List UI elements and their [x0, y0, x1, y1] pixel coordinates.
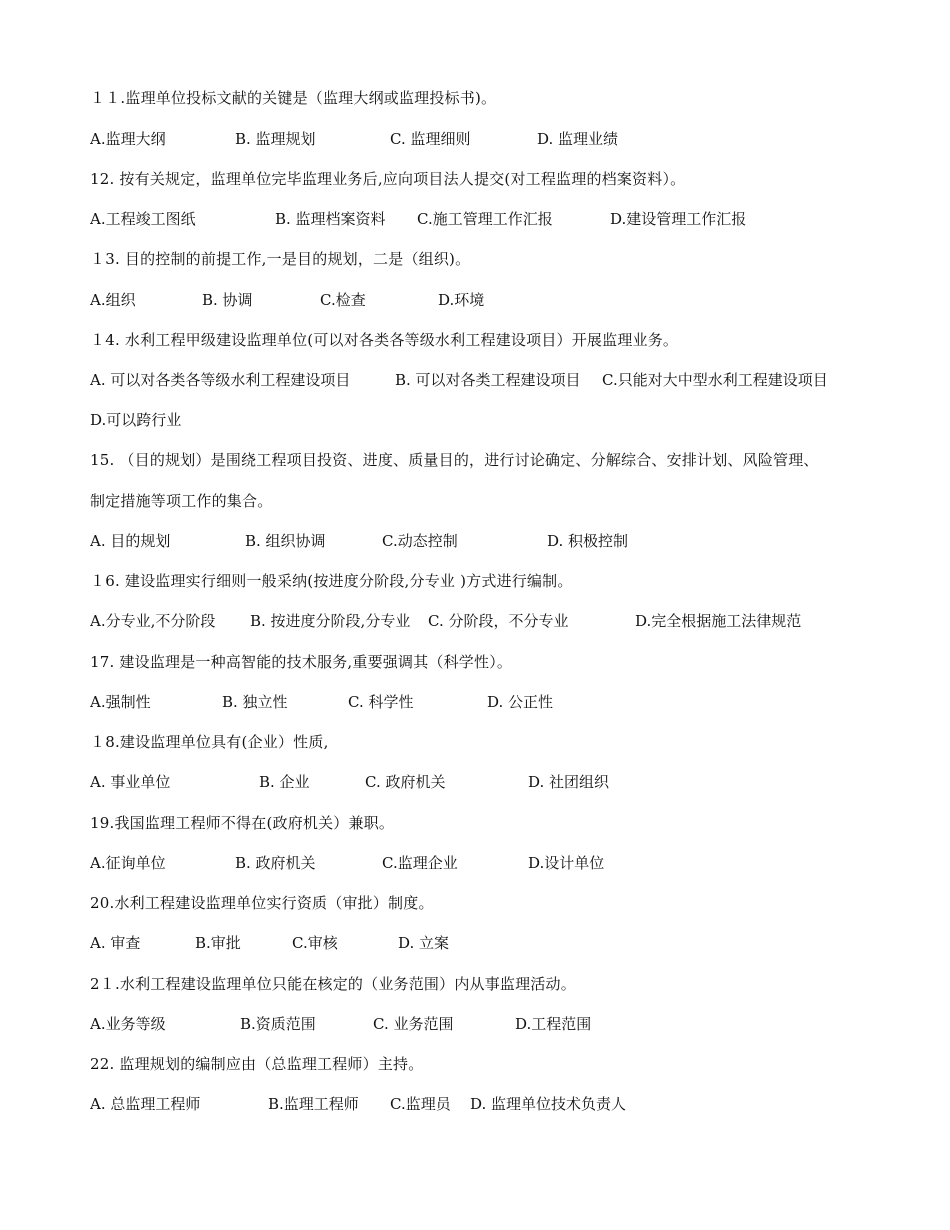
option-a: A.业务等级	[90, 1015, 166, 1033]
option-a: A. 可以对各类各等级水利工程建设项目	[90, 371, 351, 389]
question-22-stem: 22. 监理规划的编制应由（总监理工程师）主持。	[90, 1055, 424, 1073]
option-b: B. 独立性	[222, 693, 288, 711]
option-b: B. 政府机关	[235, 854, 316, 872]
question-11-options	[90, 127, 890, 151]
option-d: D. 监理单位技术负责人	[470, 1095, 627, 1113]
option-a: A.工程竣工图纸	[90, 210, 196, 228]
question-12-options	[90, 207, 890, 231]
question-21-stem: 2１.水利工程建设监理单位只能在核定的（业务范围）内从事监理活动。	[90, 975, 576, 993]
option-c: C.审核	[292, 934, 338, 952]
option-a: A. 事业单位	[90, 773, 171, 791]
option-b: B.资质范围	[240, 1015, 316, 1033]
question-11-stem: １１.监理单位投标文献的关键是（监理大纲或监理投标书)。	[90, 89, 497, 107]
option-a: A. 审查	[90, 934, 141, 952]
option-c: C.检查	[320, 291, 366, 309]
question-14-options-cont	[90, 408, 890, 432]
question-15-options	[90, 529, 890, 553]
option-b: B.审批	[195, 934, 241, 952]
question-16-options	[90, 609, 890, 633]
option-d: D. 监理业绩	[537, 130, 619, 148]
question-14-options	[90, 368, 890, 392]
option-c: C.施工管理工作汇报	[417, 210, 553, 228]
option-a: A.强制性	[90, 693, 151, 711]
option-c: C.监理企业	[382, 854, 458, 872]
option-a: A. 目的规划	[90, 532, 171, 550]
question-13-stem: １3. 目的控制的前提工作,一是目的规划，二是（组织)。	[90, 250, 471, 268]
option-d: D.完全根据施工法律规范	[635, 612, 802, 630]
option-d: D. 立案	[398, 934, 450, 952]
question-17-options	[90, 690, 890, 714]
option-b: B. 协调	[202, 291, 253, 309]
option-a: A.组织	[90, 291, 136, 309]
option-c: C. 分阶段，不分专业	[428, 612, 569, 630]
option-b: B. 组织协调	[245, 532, 326, 550]
option-d: D. 公正性	[487, 693, 554, 711]
option-b: B. 可以对各类工程建设项目	[395, 371, 581, 389]
question-19-stem: 19.我国监理工程师不得在(政府机关）兼职。	[90, 814, 395, 832]
option-a: A. 总监理工程师	[90, 1095, 201, 1113]
question-13-options	[90, 288, 890, 312]
option-d: D.设计单位	[528, 854, 605, 872]
option-b: B.监理工程师	[268, 1095, 359, 1113]
question-14-stem: １4. 水利工程甲级建设监理单位(可以对各类各等级水利工程建设项目）开展监理业务。	[90, 331, 679, 349]
option-c: C.动态控制	[382, 532, 458, 550]
option-c: C. 监理细则	[390, 130, 471, 148]
option-c: C.只能对大中型水利工程建设项目	[602, 371, 828, 389]
option-b: B. 监理规划	[235, 130, 316, 148]
option-b: B. 按进度分阶段,分专业	[250, 612, 411, 630]
question-21-options	[90, 1012, 890, 1036]
question-16-stem: １6. 建设监理实行细则一般采纳(按进度分阶段,分专业 )方式进行编制。	[90, 572, 573, 590]
question-18-stem: １8.建设监理单位具有(企业）性质,	[90, 733, 329, 751]
question-15-stem-cont: 制定措施等项工作的集合。	[90, 492, 273, 510]
question-20-options	[90, 931, 890, 955]
option-d: D.可以跨行业	[90, 411, 182, 429]
option-d: D.工程范围	[515, 1015, 592, 1033]
option-d: D.环境	[438, 291, 485, 309]
option-c: C. 业务范围	[373, 1015, 454, 1033]
question-17-stem: 17. 建设监理是一种高智能的技术服务,重要强调其（科学性）。	[90, 653, 513, 671]
question-15-stem: 15. （目的规划）是围绕工程项目投资、进度、质量目的，进行讨论确定、分解综合、安排计划、风险管理、	[90, 451, 819, 469]
question-22-options	[90, 1092, 890, 1116]
option-a: A.分专业,不分阶段	[90, 612, 216, 630]
option-c: C. 政府机关	[365, 773, 446, 791]
option-d: D.建设管理工作汇报	[610, 210, 747, 228]
option-b: B. 企业	[259, 773, 310, 791]
option-d: D. 社团组织	[528, 773, 610, 791]
question-19-options	[90, 851, 890, 875]
option-b: B. 监理档案资料	[275, 210, 386, 228]
option-c: C.监理员	[390, 1095, 451, 1113]
question-12-stem: 12. 按有关规定，监理单位完毕监理业务后,应向项目法人提交(对工程监理的档案资料）。	[90, 170, 686, 188]
option-c: C. 科学性	[348, 693, 414, 711]
option-a: A.征询单位	[90, 854, 166, 872]
question-18-options	[90, 770, 890, 794]
option-a: A.监理大纲	[90, 130, 166, 148]
option-d: D. 积极控制	[547, 532, 629, 550]
question-20-stem: 20.水利工程建设监理单位实行资质（审批）制度。	[90, 894, 434, 912]
